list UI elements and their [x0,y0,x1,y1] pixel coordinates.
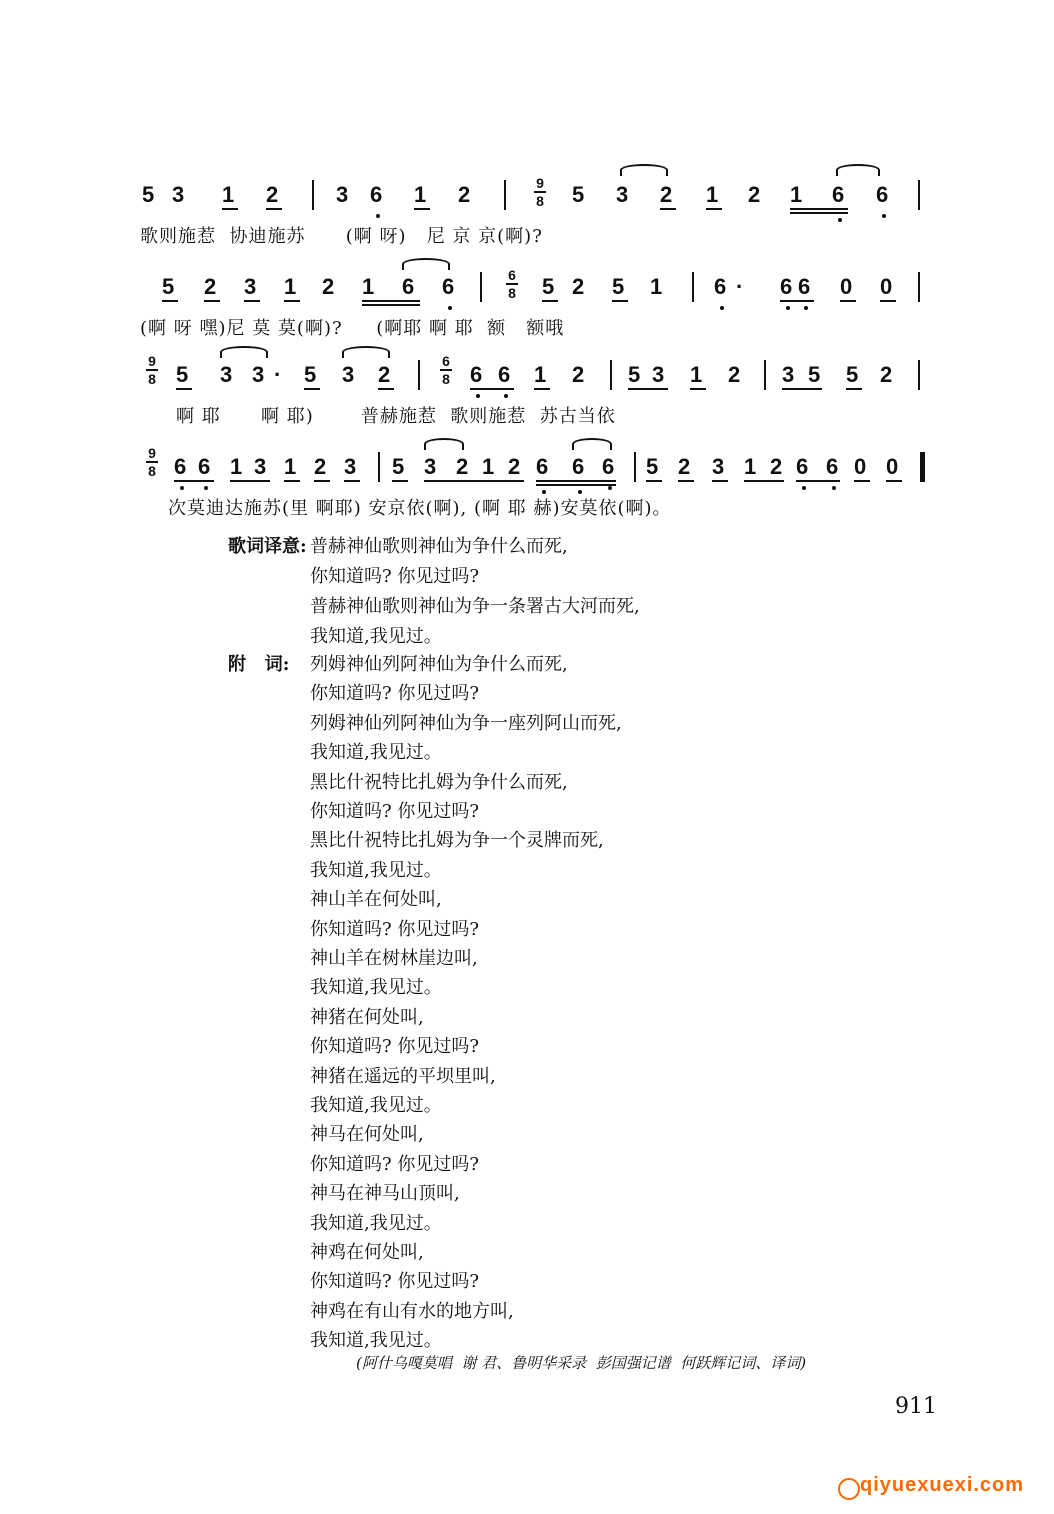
note: 5 [542,274,555,299]
note: 3 [424,454,437,479]
appendix-line: 神猪在何处叫, [310,1006,424,1028]
note: 2 [378,362,391,387]
note: 1 [414,182,427,207]
note: 1 [706,182,719,207]
low-dot [838,218,842,222]
low-dot [720,306,724,310]
low-dot [804,306,808,310]
low-dot [802,486,806,490]
note: 3 [712,454,725,479]
slur [342,346,390,358]
underline [284,480,300,482]
note: 0 [886,454,899,479]
note: 3 [344,454,357,479]
note: 5 [572,182,585,207]
note: 3 [652,362,665,387]
underline [678,480,694,482]
appendix-line: 你知道吗? 你见过吗? [310,801,480,822]
low-dot [376,214,380,218]
note: 5 [612,274,625,299]
low-dot [882,214,886,218]
low-dot [832,486,836,490]
note: 1 [284,274,297,299]
appendix-line: 神山羊在树林崖边叫, [310,948,478,969]
underline [162,300,178,302]
slur [424,438,464,450]
underline [230,480,270,482]
note: 3 [252,362,265,387]
slur [220,346,268,358]
note: 3 [342,362,355,387]
underline [886,480,902,482]
barline [918,360,920,390]
underline [744,480,784,482]
note: 2 [770,454,783,479]
note: 5 [646,454,659,479]
appendix-line: 神鸡在何处叫, [310,1242,424,1263]
underline [612,300,628,302]
note: 1 [744,454,757,479]
low-dot [448,306,452,310]
note: 6 [536,454,549,479]
appendix-line: 神猪在遥远的平坝里叫, [310,1065,496,1087]
note: 2 [456,454,469,479]
underline [780,300,814,302]
note: 2 [458,182,471,207]
note: 6 [572,454,585,479]
note: 2 [880,362,893,387]
note: 1 [362,274,375,299]
note: 2 [748,182,761,207]
underline [536,484,616,486]
appendix-line: 列姆神仙列阿神仙为争一座列阿山而死, [310,712,622,734]
barline [634,452,636,482]
underline [344,480,360,482]
note: 0 [854,454,867,479]
slur [620,164,668,176]
note: 5 [162,274,175,299]
note: 5 [176,362,189,387]
low-dot [786,306,790,310]
note: 2 [572,274,585,299]
low-dot [476,394,480,398]
final-barline [920,452,925,482]
appendix-line: 你知道吗? 你见过吗? [310,1271,480,1293]
underline [176,388,192,390]
underline [424,480,524,482]
watermark-logo-icon [838,1478,860,1500]
appendix-line: 我知道,我见过。 [310,1212,442,1234]
page-number: 911 [895,1394,937,1419]
note: 1 [230,454,243,479]
note: 2 [572,362,585,387]
appendix-label: 附 词: [228,654,290,675]
underline [284,300,300,302]
appendix-line: 神鸡在有山有水的地方叫, [310,1300,514,1322]
note: 1 [690,362,703,387]
underline [790,208,848,210]
underline [846,388,862,390]
note: 2 [508,454,521,479]
slur [836,164,880,176]
low-dot [608,486,612,490]
note: 5 [142,182,155,207]
note: 0 [880,274,893,299]
underline [712,480,728,482]
time-signature: 6 8 [506,268,518,300]
underline [880,300,896,302]
underline [266,208,282,210]
note: 2 [314,454,327,479]
note: 6 [876,182,889,207]
underline [690,388,706,390]
note: 6 [798,274,811,299]
appendix-line: 我知道,我见过。 [310,977,442,999]
note: 6 [470,362,483,387]
barline [764,360,766,390]
barline [504,180,506,210]
low-dot [204,486,208,490]
appendix-line: 你知道吗? 你见过吗? [310,1153,480,1175]
note: 6 [174,454,187,479]
underline [378,388,394,390]
translation-label: 歌词译意: [228,536,307,557]
appendix-line: 神马在神马山顶叫, [310,1183,460,1205]
note: 3 [172,182,185,207]
underline [304,388,320,390]
underline [244,300,260,302]
note: 3 [336,182,349,207]
note: 1 [790,182,803,207]
note: 5 [628,362,641,387]
note: 5 [846,362,859,387]
lyrics-row-2: (啊 呀 嘿)尼 莫 莫(啊)? (啊耶 啊 耶 额 额哦 [140,318,565,339]
appendix-line: 你知道吗? 你见过吗? [310,1036,480,1058]
note: 3 [782,362,795,387]
translation-line: 普赫神仙歌则神仙为争一条署古大河而死, [310,596,640,617]
barline [378,452,380,482]
note: 5 [304,362,317,387]
note: 1 [222,182,235,207]
underline [840,300,856,302]
appendix-line: 神马在何处叫, [310,1124,424,1146]
lyrics-row-1: 歌则施惹 协迪施苏 (啊 呀) 尼 京 京(啊)? [140,226,543,247]
underline [534,388,550,390]
note: 2 [660,182,673,207]
note: 6 [780,274,793,299]
note: 6 [826,454,839,479]
appendix-line: 你知道吗? 你见过吗? [310,918,480,940]
note: · [274,362,282,387]
note: 3 [220,362,233,387]
underline [174,480,214,482]
underline [314,480,330,482]
underline [414,208,430,210]
time-signature: 6 8 [440,354,452,386]
underline [362,300,420,302]
barline [610,360,612,390]
underline [628,388,668,390]
barline [918,272,920,302]
note: 6 [796,454,809,479]
note: 6 [442,274,455,299]
barline [418,360,420,390]
translation-line: 普赫神仙歌则神仙为争什么而死, [310,536,568,557]
note: 6 [714,274,727,299]
slur [402,258,450,270]
credits: (阿什乌嘎莫唱 谢 君、鲁明华采录 彭国强记谱 何跃辉记词、译词) [356,1354,807,1372]
watermark: qiyuexuexi.com [860,1474,1025,1496]
note: 2 [322,274,335,299]
note: 5 [392,454,405,479]
appendix-line: 你知道吗? 你见过吗? [310,683,480,705]
underline [796,480,840,482]
underline [536,480,616,482]
appendix-line: 我知道,我见过。 [310,1095,442,1116]
note: 6 [370,182,383,207]
slur [572,438,612,450]
appendix-line: 神山羊在何处叫, [310,889,442,911]
note: 3 [616,182,629,207]
note: 1 [650,274,663,299]
underline [542,300,558,302]
underline [854,480,870,482]
underline [392,480,408,482]
translation-line: 你知道吗? 你见过吗? [310,566,480,587]
note: 2 [728,362,741,387]
appendix-line: 列姆神仙列阿神仙为争什么而死, [310,654,568,675]
note: 2 [678,454,691,479]
appendix-line: 我知道,我见过。 [310,1330,442,1352]
note: 1 [482,454,495,479]
underline [646,480,662,482]
note: 6 [198,454,211,479]
note: 6 [402,274,415,299]
underline [706,208,722,210]
barline [918,180,920,210]
note: 2 [204,274,217,299]
low-dot [180,486,184,490]
barline [312,180,314,210]
time-signature: 9 8 [146,446,158,478]
note: 3 [244,274,257,299]
note: 2 [266,182,279,207]
underline [660,208,676,210]
note: 3 [254,454,267,479]
appendix-line: 黑比什祝特比扎姆为争一个灵牌而死, [310,830,604,852]
appendix-line: 我知道,我见过。 [310,859,442,881]
note: · [736,274,744,299]
note: 6 [498,362,511,387]
underline [204,300,220,302]
note: 1 [534,362,547,387]
note: 1 [284,454,297,479]
note: 6 [832,182,845,207]
note: 5 [808,362,821,387]
note: 0 [840,274,853,299]
barline [480,272,482,302]
note: 6 [602,454,615,479]
underline [782,388,822,390]
appendix-line: 黑比什祝特比扎姆为争什么而死, [310,771,568,793]
underline [470,388,514,390]
low-dot [504,394,508,398]
lyrics-row-3: 啊 耶 啊 耶) 普赫施惹 歌则施惹 苏古当依 [176,406,616,427]
underline [362,304,420,306]
translation-line: 我知道,我见过。 [310,626,442,647]
underline [222,208,238,210]
time-signature: 9 8 [146,354,158,386]
time-signature: 9 8 [534,176,546,208]
barline [692,272,694,302]
lyrics-row-4: 次莫迪达施苏(里 啊耶) 安京依(啊), (啊 耶 赫)安莫依(啊)。 [168,498,672,519]
underline [790,212,848,214]
appendix-line: 我知道,我见过。 [310,742,442,764]
